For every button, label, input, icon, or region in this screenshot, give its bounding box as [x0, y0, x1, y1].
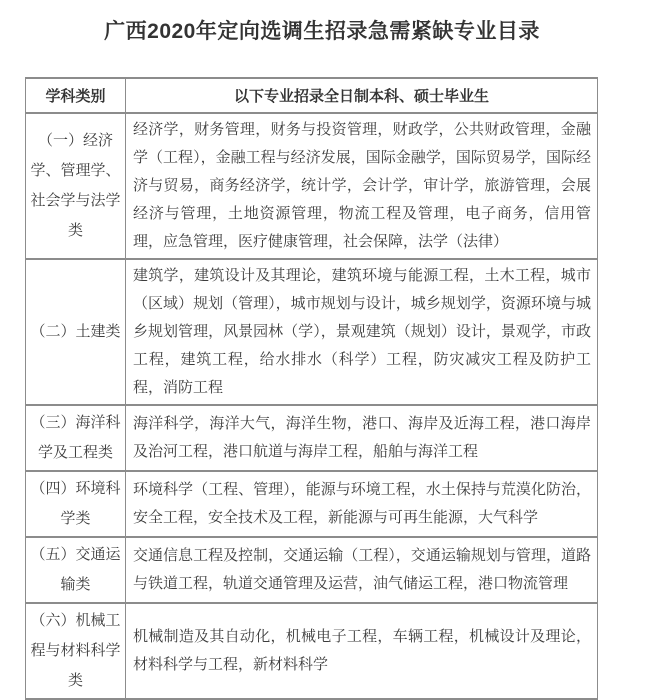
- category-cell: （三）海洋科学及工程类: [26, 405, 126, 471]
- table-row: [26, 603, 598, 699]
- column-header-majors: 以下专业招录全日制本科、硕士毕业生: [126, 78, 598, 113]
- table-row: [26, 537, 598, 603]
- category-cell: （一）经济学、管理学、社会学与法学类: [26, 113, 126, 259]
- column-header-category: 学科类别: [26, 78, 126, 113]
- majors-cell: 机械制造及其自动化，机械电子工程，车辆工程，机械设计及理论，材料科学与工程，新材料科学: [126, 603, 598, 699]
- majors-cell: 环境科学（工程、管理），能源与环境工程，水土保持与荒漠化防治，安全工程，安全技术及工程，新能源与可再生能源，大气科学: [126, 471, 598, 537]
- table-row: [26, 259, 598, 405]
- majors-table: [25, 77, 598, 700]
- category-cell: （四）环境科学类: [26, 471, 126, 537]
- category-cell: （六）机械工程与材料科学类: [26, 603, 126, 699]
- table-row: [26, 405, 598, 471]
- category-cell: （二）土建类: [26, 259, 126, 405]
- majors-cell: 建筑学，建筑设计及其理论，建筑环境与能源工程，土木工程，城市（区域）规划（管理），城市规划与设计，城乡规划学，资源环境与城乡规划管理，风景园林（学），景观建筑（规划）设计，景观学，市政工程，建筑工程，给水排水（科学）工程，防灾减灾工程及防护工程，消防工程: [126, 259, 598, 405]
- category-cell: （五）交通运输类: [26, 537, 126, 603]
- majors-cell: 海洋科学，海洋大气，海洋生物，港口、海岸及近海工程，港口海岸及治河工程，港口航道与海岸工程，船舶与海洋工程: [126, 405, 598, 471]
- page-title: 广西2020年定向选调生招录急需紧缺专业目录: [104, 20, 540, 43]
- majors-cell: 经济学，财务管理，财务与投资管理，财政学，公共财政管理，金融学（工程），金融工程与经济发展，国际金融学，国际贸易学，国际经济与贸易，商务经济学，统计学，会计学，审计学，旅游管理，会展经济与管理，土地资源管理，物流工程及管理，电子商务，信用管理，应急管理，医疗健康管理，社会保障，法学（法律）: [126, 113, 598, 259]
- table-header-row: [26, 78, 598, 113]
- table-row: [26, 471, 598, 537]
- majors-cell: 交通信息工程及控制，交通运输（工程），交通运输规划与管理，道路与铁道工程，轨道交通管理及运营，油气储运工程，港口物流管理: [126, 537, 598, 603]
- table-row: [26, 113, 598, 259]
